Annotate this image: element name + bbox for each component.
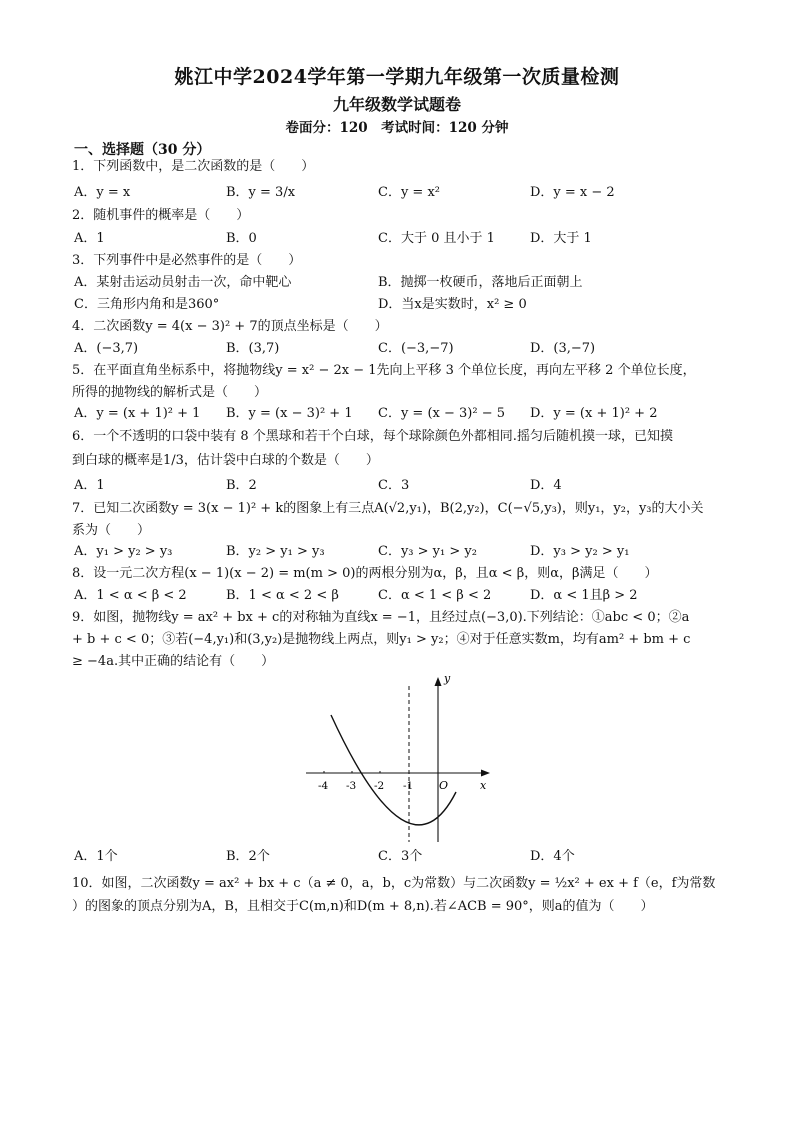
q3-stem: 3．下列事件中是必然事件的是（ ） xyxy=(72,253,302,268)
x-axis-arrow xyxy=(481,770,490,777)
q8-option-d: D．α < 1且β > 2 xyxy=(530,588,638,603)
tick-label: -3 xyxy=(346,780,357,792)
q7-stem-line2: 系为（ ） xyxy=(72,523,151,538)
origin-label: O xyxy=(439,779,449,792)
parabola-curve xyxy=(331,715,456,825)
y-axis-label: y xyxy=(444,672,451,685)
q8-option-a: A．1 < α < β < 2 xyxy=(74,588,187,603)
q6-stem-line1: 6．一个不透明的口袋中装有 8 个黑球和若干个白球，每个球除颜色外都相同.摇匀后随机摸一球，已知摸 xyxy=(72,429,673,444)
q4-option-c: C．(−3,−7) xyxy=(378,341,454,356)
q9-option-b: B．2个 xyxy=(226,849,270,864)
q5-option-a: A．y = (x + 1)² + 1 xyxy=(74,406,201,421)
q7-option-a: A．y₁ > y₂ > y₃ xyxy=(74,544,173,559)
q1-stem: 1．下列函数中，是二次函数的是（ ） xyxy=(72,159,315,174)
q5-option-c: C．y = (x − 3)² − 5 xyxy=(378,406,505,421)
q2-option-c: C．大于 0 且小于 1 xyxy=(378,231,495,246)
q4-option-d: D．(3,−7) xyxy=(530,341,596,356)
q4-option-b: B．(3,7) xyxy=(226,341,280,356)
tick-label: -4 xyxy=(318,780,329,792)
q7-option-d: D．y₃ > y₂ > y₁ xyxy=(530,544,630,559)
q9-parabola-figure xyxy=(300,672,500,844)
q9-option-c: C．3个 xyxy=(378,849,423,864)
q2-option-d: D．大于 1 xyxy=(530,231,592,246)
q7-option-c: C．y₃ > y₁ > y₂ xyxy=(378,544,477,559)
q2-option-a: A．1 xyxy=(74,231,105,246)
q2-stem: 2．随机事件的概率是（ ） xyxy=(72,208,250,223)
q9-stem-line1: 9．如图，抛物线y = ax² + bx + c的对称轴为直线x = −1，且经过点(−3,0).下列结论：①abc < 0；②a xyxy=(72,610,690,625)
exam-meta: 卷面分：120 考试时间：120 分钟 xyxy=(285,120,509,136)
q5-option-b: B．y = (x − 3)² + 1 xyxy=(226,406,353,421)
q4-option-a: A．(−3,7) xyxy=(74,341,139,356)
q5-option-d: D．y = (x + 1)² + 2 xyxy=(530,406,658,421)
q1-option-c: C．y = x² xyxy=(378,185,440,200)
section-heading: 一、选择题（30 分） xyxy=(74,142,211,158)
q2-option-b: B．0 xyxy=(226,231,257,246)
q9-option-d: D．4个 xyxy=(530,849,575,864)
q8-option-b: B．1 < α < 2 < β xyxy=(226,588,339,603)
q9-stem-line3: ≥ −4a.其中正确的结论有（ ） xyxy=(72,654,275,669)
q5-stem-line2: 所得的抛物线的解析式是（ ） xyxy=(72,385,268,400)
q3-option-a: A．某射击运动员射击一次，命中靶心 xyxy=(74,275,292,290)
q3-option-c: C．三角形内角和是360° xyxy=(74,297,220,312)
q6-option-d: D．4 xyxy=(530,478,562,493)
q6-option-c: C．3 xyxy=(378,478,410,493)
q5-stem-line1: 5．在平面直角坐标系中，将抛物线y = x² − 2x − 1先向上平移 3 个单位长度，再向左平移 2 个单位长度， xyxy=(72,363,696,378)
q4-stem: 4．二次函数y = 4(x − 3)² + 7的顶点坐标是（ ） xyxy=(72,319,388,334)
q8-option-c: C．α < 1 < β < 2 xyxy=(378,588,492,603)
q10-stem-line1: 10．如图，二次函数y = ax² + bx + c（a ≠ 0，a，b，c为常数）与二次函数y = ½x² + ex + f（e，f为常数 xyxy=(72,876,716,891)
q7-option-b: B．y₂ > y₁ > y₃ xyxy=(226,544,325,559)
q8-stem: 8．设一元二次方程(x − 1)(x − 2) = m(m > 0)的两根分别为α，β，且α < β，则α，β满足（ ） xyxy=(72,566,658,581)
q9-stem-line2: + b + c < 0；③若(−4,y₁)和(3,y₂)是抛物线上两点，则y₁ > y₂；④对于任意实数m，均有am² + bm + c xyxy=(72,632,691,647)
tick-label: -1 xyxy=(403,780,414,792)
q3-option-d: D．当x是实数时，x² ≥ 0 xyxy=(378,297,527,312)
tick-label: -2 xyxy=(374,780,385,792)
q6-option-a: A．1 xyxy=(74,478,105,493)
q1-option-a: A．y = x xyxy=(74,185,131,200)
q1-option-b: B．y = 3/x xyxy=(226,185,296,200)
q9-option-a: A．1个 xyxy=(74,849,118,864)
q3-option-b: B．抛掷一枚硬币，落地后正面朝上 xyxy=(378,275,583,290)
q6-stem-line2: 到白球的概率是1/3，估计袋中白球的个数是（ ） xyxy=(72,453,379,468)
exam-subtitle: 九年级数学试题卷 xyxy=(332,95,461,114)
q6-option-b: B．2 xyxy=(226,478,257,493)
x-axis-label: x xyxy=(480,779,487,792)
q1-option-d: D．y = x − 2 xyxy=(530,185,615,200)
y-axis-arrow xyxy=(435,677,442,686)
q7-stem-line1: 7．已知二次函数y = 3(x − 1)² + k的图象上有三点A(√2,y₁)，B(2,y₂)，C(−√5,y₃)，则y₁，y₂，y₃的大小关 xyxy=(72,501,704,516)
q10-stem-line2: ）的图象的顶点分别为A，B，且相交于C(m,n)和D(m + 8,n).若∠ACB = 90°，则a的值为（ ） xyxy=(72,899,654,914)
exam-title: 姚江中学2024学年第一学期九年级第一次质量检测 xyxy=(174,66,620,88)
